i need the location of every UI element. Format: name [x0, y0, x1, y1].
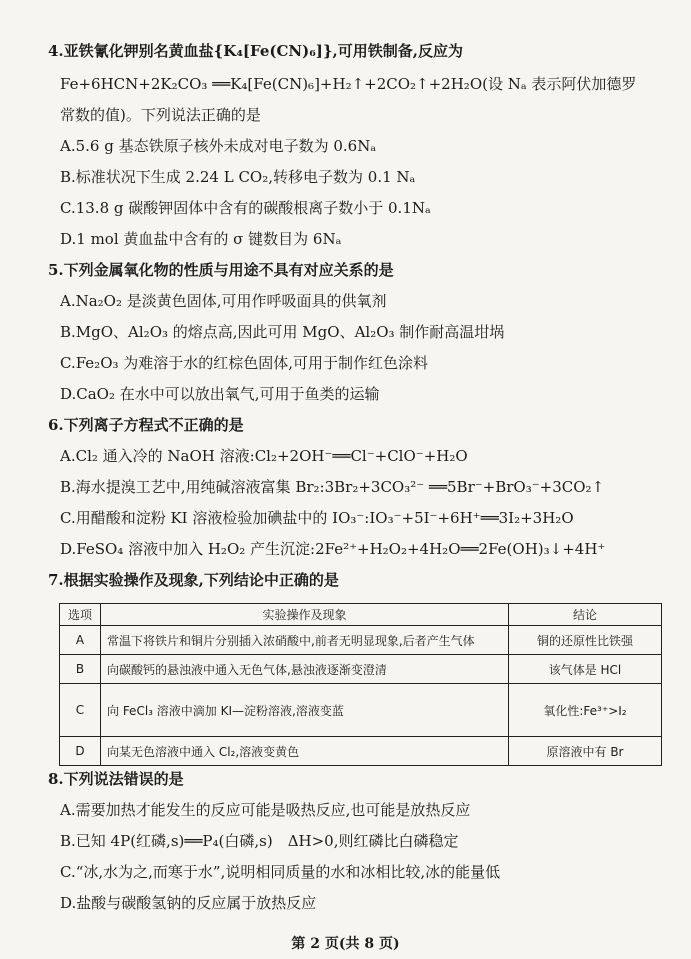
q6-option-a: A.Cl₂ 通入冷的 NaOH 溶液:Cl₂+2OH⁻══Cl⁻+ClO⁻+H₂O — [60, 447, 468, 465]
table-header-row — [60, 604, 662, 626]
row-operation: 向某无色溶液中通入 Cl₂,溶液变黄色 — [101, 737, 509, 766]
row-option: B — [60, 655, 101, 684]
row-option: C — [60, 684, 101, 737]
q4-option-a: A.5.6 g 基态铁原子核外未成对电子数为 0.6Nₐ — [60, 137, 377, 155]
row-operation: 常温下将铁片和铜片分别插入浓硝酸中,前者无明显现象,后者产生气体 — [101, 626, 509, 655]
row-operation: 向 FeCl₃ 溶液中滴加 KI—淀粉溶液,溶液变蓝 — [101, 684, 509, 737]
q8-option-d: D.盐酸与碳酸氢钠的反应属于放热反应 — [60, 894, 317, 912]
row-conclusion: 氧化性:Fe³⁺>I₂ — [509, 684, 662, 737]
table-row — [60, 655, 662, 684]
header-option: 选项 — [60, 604, 101, 626]
header-operation: 实验操作及现象 — [101, 604, 509, 626]
q4-stem: 4.亚铁氰化钾别名黄血盐{K₄[Fe(CN)₆]},可用铁制备,反应为 — [48, 42, 463, 60]
q5-option-d: D.CaO₂ 在水中可以放出氧气,可用于鱼类的运输 — [60, 385, 380, 403]
row-conclusion: 原溶液中有 Br — [509, 737, 662, 766]
q8-option-c: C.“冰,水为之,而寒于水”,说明相同质量的水和冰相比较,冰的能量低 — [60, 863, 501, 881]
q4-option-b: B.标准状况下生成 2.24 L CO₂,转移电子数为 0.1 Nₐ — [60, 168, 416, 186]
table-row — [60, 737, 662, 766]
q6-option-d: D.FeSO₄ 溶液中加入 H₂O₂ 产生沉淀:2Fe²⁺+H₂O₂+4H₂O══2Fe(OH)₃↓+4H⁺ — [60, 540, 606, 558]
page-footer: 第 2 页(共 8 页) — [291, 936, 400, 952]
q5-option-c: C.Fe₂O₃ 为难溶于水的红棕色固体,可用于制作红色涂料 — [60, 354, 429, 372]
row-option: D — [60, 737, 101, 766]
q8-option-b: B.已知 4P(红磷,s)══P₄(白磷,s) ΔH>0,则红磷比白磷稳定 — [60, 832, 459, 850]
row-operation: 向碳酸钙的悬浊液中通入无色气体,悬浊液逐渐变澄清 — [101, 655, 509, 684]
q6-stem: 6.下列离子方程式不正确的是 — [48, 416, 244, 434]
q8-stem: 8.下列说法错误的是 — [48, 770, 184, 788]
row-conclusion: 该气体是 HCl — [509, 655, 662, 684]
q4-stem-cont: 常数的值)。下列说法正确的是 — [60, 106, 261, 124]
q8-option-a: A.需要加热才能发生的反应可能是吸热反应,也可能是放热反应 — [60, 801, 471, 819]
row-conclusion: 铜的还原性比铁强 — [509, 626, 662, 655]
q6-option-b: B.海水提溴工艺中,用纯碱溶液富集 Br₂:3Br₂+3CO₃²⁻ ══5Br⁻+BrO₃⁻+3CO₂↑ — [60, 478, 605, 496]
experiment-table — [59, 603, 662, 766]
table-row — [60, 626, 662, 655]
q4-option-c: C.13.8 g 碳酸钾固体中含有的碳酸根离子数小于 0.1Nₐ — [60, 199, 431, 217]
q5-option-b: B.MgO、Al₂O₃ 的熔点高,因此可用 MgO、Al₂O₃ 制作耐高温坩埚 — [60, 323, 505, 341]
table-row — [60, 684, 662, 737]
header-conclusion: 结论 — [509, 604, 662, 626]
q4-option-d: D.1 mol 黄血盐中含有的 σ 键数目为 6Nₐ — [60, 230, 342, 248]
q7-stem: 7.根据实验操作及现象,下列结论中正确的是 — [48, 571, 339, 589]
q6-option-c: C.用醋酸和淀粉 KI 溶液检验加碘盐中的 IO₃⁻:IO₃⁻+5I⁻+6H⁺══3I₂+3H₂O — [60, 509, 574, 527]
q4-equation: Fe+6HCN+2K₂CO₃ ══K₄[Fe(CN)₆]+H₂↑+2CO₂↑+2H₂O(设 Nₐ 表示阿伏加德罗 — [60, 75, 637, 93]
row-option: A — [60, 626, 101, 655]
q5-option-a: A.Na₂O₂ 是淡黄色固体,可用作呼吸面具的供氧剂 — [60, 292, 387, 310]
q5-stem: 5.下列金属氧化物的性质与用途不具有对应关系的是 — [48, 261, 394, 279]
